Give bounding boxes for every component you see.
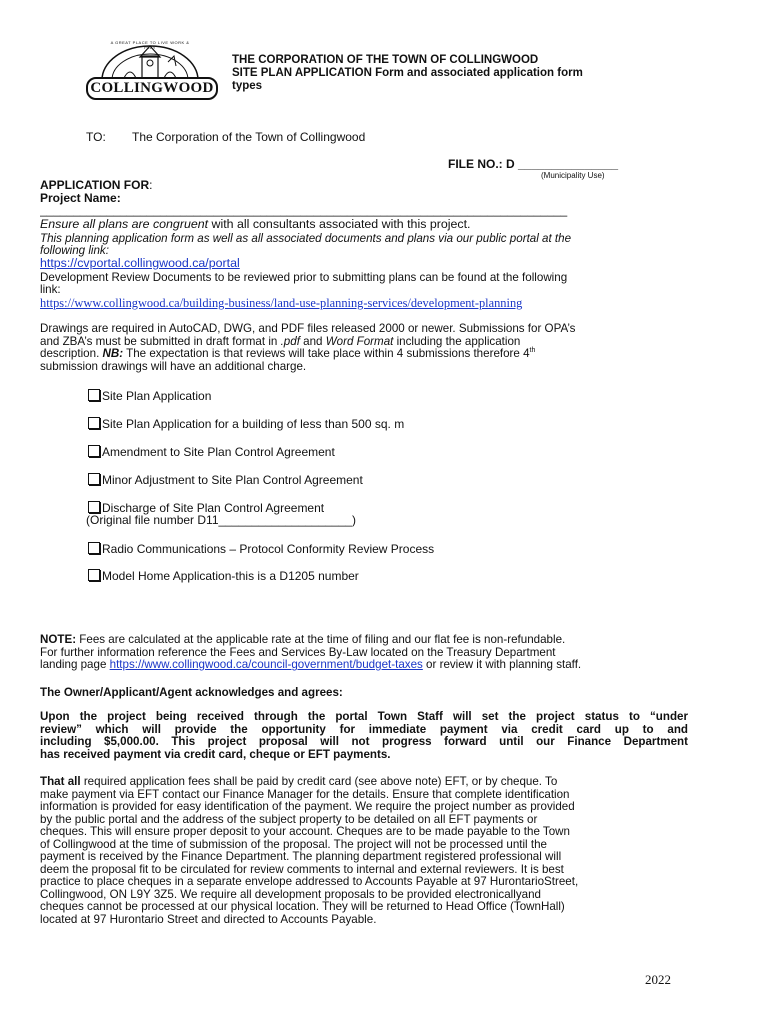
note-line-1 (40, 634, 688, 647)
drawings-line-4: submission drawings will have an additional charge. (40, 359, 307, 373)
payment-line: make payment via EFT contact our Finance Manager for the details. Ensure that complete identification (40, 787, 570, 801)
document-header (232, 54, 672, 93)
note-label: NOTE: (40, 633, 77, 646)
application-for-colon: : (149, 178, 153, 192)
upon-paragraph (40, 711, 688, 761)
congruent-statement (40, 218, 470, 231)
drawings-line-3 (40, 348, 688, 361)
superscript-th: th (529, 347, 536, 355)
municipality-use-note: (Municipality Use) (541, 171, 605, 180)
option-label: Amendment to Site Plan Control Agreement (102, 445, 335, 459)
project-name-field[interactable]: _______________________________________________________________________________ (40, 204, 568, 217)
collingwood-logo (80, 40, 220, 100)
development-planning-link[interactable]: https://www.collingwood.ca/building-business/land-use-planning-services/development-planning (40, 296, 523, 310)
payment-line: located at 97 Hurontario Street and directed to Accounts Payable. (40, 912, 377, 926)
that-all-bold: That all (40, 775, 81, 788)
portal-intro-line-2: following link: (40, 244, 109, 257)
pdf-format-text: .pdf (280, 334, 300, 348)
payment-line: Collingwood, ON L9Y 3Z5. We require all development proposals to be provided electronicallyand (40, 887, 541, 901)
nb-label: NB: (102, 347, 124, 361)
congruent-italic: Ensure all plans are congruent (40, 217, 209, 231)
option-site-plan-application[interactable] (88, 389, 211, 403)
word-format-text: Word Format (325, 334, 394, 348)
portal-link[interactable]: https://cvportal.collingwood.ca/portal (40, 256, 240, 270)
payment-line: payment is received by the Finance Department. The planning department registered professional will (40, 850, 562, 863)
payment-line-1 (40, 776, 680, 789)
checkbox-icon[interactable] (88, 417, 100, 429)
drawings-line-3-a: description. (40, 347, 103, 361)
note-line-3-b: or review it with planning staff. (422, 658, 582, 672)
checkbox-icon[interactable] (88, 389, 100, 401)
option-label: Radio Communications – Protocol Conformity Review Process (102, 542, 435, 556)
congruent-rest: with all consultants associated with this project. (208, 217, 471, 231)
drawings-line-2-c: including the application (393, 334, 521, 348)
option-amendment-agreement[interactable] (88, 445, 335, 459)
checkbox-icon[interactable] (88, 473, 100, 485)
upon-line-1: Upon the project being received through the portal Town Staff will set the project status to “under (40, 710, 688, 723)
fees-note (40, 634, 688, 672)
option-label: Site Plan Application for a building of less than 500 sq. m (102, 417, 405, 431)
review-docs-line-2: link: (40, 283, 61, 296)
option-minor-adjustment[interactable] (88, 473, 363, 487)
header-line-2: SITE PLAN APPLICATION Form and associated application form (232, 67, 583, 79)
checkbox-icon[interactable] (88, 569, 100, 581)
header-line-1: THE CORPORATION OF THE TOWN OF COLLINGWOOD (232, 54, 539, 66)
payment-line: practice to place cheques in a separate envelope addressed to Accounts Payable at 97 HurontarioStreet, (40, 875, 579, 888)
payment-line: of Collingwood at the time of submission of the proposal. The project will not be processed until the (40, 837, 547, 851)
portal-intro-line-1: This planning application form as well as all associated documents and plans via our public portal at the (40, 232, 572, 245)
payment-line: information is provided for easy identification of the payment. We require the project number as provided (40, 800, 575, 813)
acknowledge-heading: The Owner/Applicant/Agent acknowledges and agrees: (40, 686, 343, 699)
checkbox-icon[interactable] (88, 445, 100, 457)
footer-year: 2022 (645, 972, 671, 987)
budget-taxes-link[interactable]: https://www.collingwood.ca/council-government/budget-taxes (109, 658, 423, 672)
note-line-1-text: Fees are calculated at the applicable rate at the time of filing and our flat fee is non-refundable. (76, 633, 566, 646)
to-value: The Corporation of the Town of Collingwood (132, 130, 366, 144)
note-line-3 (40, 659, 688, 672)
payment-paragraph (40, 776, 680, 926)
upon-line-2: review” which will provide the opportunity for immediate payment via credit card up to and (40, 722, 688, 736)
drawings-line-2-b: and (299, 334, 326, 348)
payment-line: by the public portal and the address of the subject property to be detailed on all EFT payments or (40, 812, 538, 826)
option-label: Minor Adjustment to Site Plan Control Agreement (102, 473, 363, 487)
payment-line: cheques cannot be processed at our physical location. They will be returned to Head Office (TownHall) (40, 900, 565, 913)
header-line-3: types (232, 80, 263, 92)
payment-line: deem the proposal fit to be circulated for review comments to internal and external reviewers. It is best (40, 862, 564, 876)
option-model-home[interactable] (88, 569, 359, 583)
payment-line: cheques. This will ensure proper deposit to your account. Cheques are to be made payable to the Town (40, 825, 570, 838)
option-site-plan-small-building[interactable] (88, 417, 404, 431)
option-label: Site Plan Application (102, 389, 212, 403)
payment-line-1-text: required application fees shall be paid by credit card (see above note) EFT, or by cheque. To (80, 775, 558, 788)
note-line-3-a: landing page (40, 658, 110, 672)
drawings-paragraph (40, 323, 688, 373)
checkbox-icon[interactable] (88, 542, 100, 554)
original-file-number-field[interactable]: (Original file number D11____________________) (86, 513, 356, 527)
project-name-label: Project Name: (40, 191, 121, 205)
logo-arc-text: A GREAT PLACE TO LIVE WORK & PLAY (110, 40, 190, 50)
drawings-line-2-a: and ZBA’s must be submitted in draft format in (40, 334, 281, 348)
upon-line-3: including $5,000.00. This project proposal will not progress forward until our Finance Department (40, 735, 688, 749)
application-for-label: APPLICATION FOR (40, 178, 150, 192)
option-label: Discharge of Site Plan Control Agreement (102, 501, 325, 515)
upon-line-4: has received payment via credit card, cheque or EFT payments. (40, 747, 391, 761)
drawings-line-1: Drawings are required in AutoCAD, DWG, and PDF files released 2000 or newer. Submissions for OPA’s (40, 322, 576, 335)
note-line-2: For further information reference the Fees and Services By-Law located on the Treasury Department (40, 645, 556, 659)
drawings-line-3-b: The expectation is that reviews will take place within 4 submissions therefore 4 (123, 347, 530, 361)
option-label: Model Home Application-this is a D1205 number (102, 569, 359, 583)
logo-wordmark: COLLINGWOOD (86, 77, 218, 100)
review-docs-line-1: Development Review Documents to be reviewed prior to submitting plans can be found at the following (40, 271, 568, 284)
checkbox-icon[interactable] (88, 501, 100, 513)
file-number-field[interactable]: FILE NO.: D _______________ (448, 157, 619, 171)
option-radio-communications[interactable] (88, 542, 434, 556)
to-label: TO: (86, 130, 106, 144)
